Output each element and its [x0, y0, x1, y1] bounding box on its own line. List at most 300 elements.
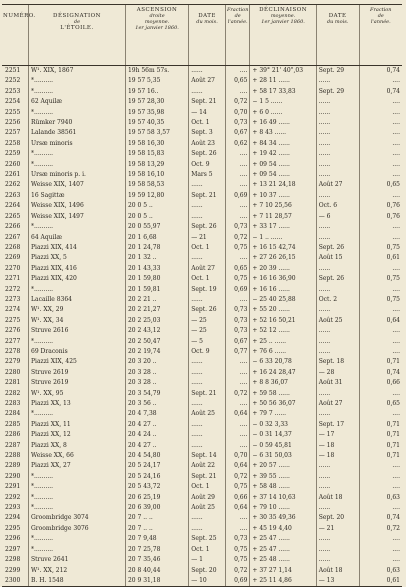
- right-ascension-cell: 20 1 59,81: [125, 285, 188, 295]
- row-number-cell: 2258: [5, 139, 21, 147]
- ra-fraction-cell: 0,72: [225, 233, 249, 243]
- dec-fraction-cell: 0,74: [359, 87, 402, 97]
- declination-cell: + 8 43 ......: [250, 128, 316, 138]
- dec-date-cell: Sept. 29: [316, 87, 359, 97]
- dec-fraction-cell: 0,74: [359, 513, 402, 523]
- declination-cell: + 16 16 36,90: [250, 274, 316, 284]
- star-designation-cell: W¹. XX, 29: [29, 305, 126, 315]
- table-row: [2, 201, 402, 211]
- dec-date-cell: Août 31: [316, 378, 359, 388]
- dec-fraction-cell: 0,76: [359, 201, 402, 211]
- ra-fraction-cell: 0,67: [225, 337, 249, 347]
- declination-cell: − 6 33 20,78: [250, 357, 316, 367]
- row-number-cell: 2280: [5, 368, 21, 376]
- ra-date-cell: — 14: [189, 108, 226, 118]
- ra-date-cell: Août 25: [189, 409, 226, 419]
- star-designation-cell: Struve 2616: [29, 326, 126, 336]
- dec-fraction-cell: ....: [359, 503, 402, 513]
- declination-cell: − 0 32 3,33: [250, 420, 316, 430]
- right-ascension-cell: 20 2 21,27: [125, 305, 188, 315]
- ra-date-cell: Sept. 21: [189, 389, 226, 399]
- header-ascension: ASCENSION droite moyenne. 1er janvier 1860.: [125, 5, 188, 66]
- ra-date-cell: ......: [189, 66, 226, 77]
- table-row: [2, 128, 402, 138]
- ra-fraction-cell: 0,75: [225, 482, 249, 492]
- declination-cell: + 25 .. ......: [250, 337, 316, 347]
- ra-fraction-cell: 0,72: [225, 566, 249, 576]
- row-number-cell: 2259: [5, 150, 21, 158]
- right-ascension-cell: 19 58 58,53: [125, 180, 188, 190]
- row-number-cell: 2260: [5, 160, 21, 168]
- row-number-cell: 2299: [5, 566, 21, 574]
- ra-fraction-cell: ....: [225, 357, 249, 367]
- star-designation-cell: *..........: [29, 534, 126, 544]
- dec-date-cell: Août 18: [316, 566, 359, 576]
- star-designation-cell: Lacaille 8364: [29, 295, 126, 305]
- dec-fraction-cell: ....: [359, 326, 402, 336]
- ra-fraction-cell: 0,75: [225, 555, 249, 565]
- right-ascension-cell: 20 2 25,03: [125, 316, 188, 326]
- dec-fraction-cell: ....: [359, 461, 402, 471]
- row-number-cell: 2276: [5, 327, 21, 335]
- declination-cell: + 25 48 ......: [250, 555, 316, 565]
- ra-fraction-cell: 0,64: [225, 503, 249, 513]
- table-row: [2, 66, 402, 77]
- dec-date-cell: ......: [316, 76, 359, 86]
- right-ascension-cell: 19 57 28,30: [125, 97, 188, 107]
- ra-date-cell: ......: [189, 420, 226, 430]
- dec-date-cell: Août 25: [316, 316, 359, 326]
- right-ascension-cell: 19 58 13,29: [125, 160, 188, 170]
- dec-fraction-cell: 0,75: [359, 274, 402, 284]
- star-designation-cell: B. H. 1548: [29, 576, 126, 587]
- dec-fraction-cell: ....: [359, 534, 402, 544]
- ra-fraction-cell: 0,75: [225, 243, 249, 253]
- header-fraction: Fraction de l'année.: [225, 5, 249, 66]
- star-designation-cell: *..........: [29, 545, 126, 555]
- ra-fraction-cell: 0,64: [225, 461, 249, 471]
- dec-date-cell: ......: [316, 503, 359, 513]
- dec-date-cell: Sept. 17: [316, 420, 359, 430]
- header-numero: NUMÉRO.: [2, 5, 29, 66]
- ra-date-cell: Sept. 19: [189, 285, 226, 295]
- declination-cell: + 59 58 ......: [250, 389, 316, 399]
- table-row: [2, 534, 402, 544]
- row-number-cell: 2287: [5, 441, 21, 449]
- ra-fraction-cell: 0,73: [225, 326, 249, 336]
- header-date2: DATE du mois.: [316, 5, 359, 66]
- header-declinaison: DÉCLINAISON moyenne. 1er janvier 1860.: [250, 5, 316, 66]
- ra-date-cell: Mars 5: [189, 170, 226, 180]
- declination-cell: + 25 47 ......: [250, 534, 316, 544]
- table-row: [2, 212, 402, 222]
- star-designation-cell: W¹. XX, 95: [29, 389, 126, 399]
- table-row: [2, 430, 402, 440]
- ra-date-cell: Oct. 1: [189, 482, 226, 492]
- ra-date-cell: — 1: [189, 555, 226, 565]
- table-row: [2, 493, 402, 503]
- table-row: [2, 472, 402, 482]
- dec-fraction-cell: ....: [359, 337, 402, 347]
- header-date: DATE du mois.: [189, 5, 226, 66]
- declination-cell: − 1 5 ......: [250, 97, 316, 107]
- declination-cell: + 58 48 ......: [250, 482, 316, 492]
- declination-cell: + 52 12 ......: [250, 326, 316, 336]
- declination-cell: + 16 49 ......: [250, 118, 316, 128]
- declination-cell: + 25 47 ......: [250, 545, 316, 555]
- right-ascension-cell: 19 57 58 3,57: [125, 128, 188, 138]
- right-ascension-cell: 20 0 5 ..: [125, 212, 188, 222]
- star-designation-cell: Ursæ minoris p. i.: [29, 170, 126, 180]
- table-body: [2, 66, 402, 587]
- ra-date-cell: Sept. 21: [189, 191, 226, 201]
- row-number-cell: 2272: [5, 285, 21, 293]
- dec-date-cell: ......: [316, 191, 359, 201]
- dec-fraction-cell: 0,76: [359, 212, 402, 222]
- star-designation-cell: *..........: [29, 87, 126, 97]
- ra-date-cell: — 10: [189, 576, 226, 587]
- table-row: [2, 337, 402, 347]
- table-row: [2, 274, 402, 284]
- right-ascension-cell: 20 3 28 ..: [125, 378, 188, 388]
- ra-date-cell: Sept. 14: [189, 451, 226, 461]
- declination-cell: + 25 11 4,86: [250, 576, 316, 587]
- dec-date-cell: ......: [316, 149, 359, 159]
- table-row: [2, 285, 402, 295]
- row-number-cell: 2300: [2, 576, 29, 587]
- declination-cell: + 84 34 ......: [250, 139, 316, 149]
- row-number-cell: 2257: [5, 129, 21, 137]
- right-ascension-cell: 20 3 20 ..: [125, 357, 188, 367]
- star-designation-cell: Rümker 7940: [29, 118, 126, 128]
- star-designation-cell: *..........: [29, 76, 126, 86]
- declination-cell: + 16 16 ......: [250, 285, 316, 295]
- table-row: [2, 180, 402, 190]
- star-designation-cell: *..........: [29, 222, 126, 232]
- right-ascension-cell: 20 2 50,47: [125, 337, 188, 347]
- right-ascension-cell: 20 4 7,38: [125, 409, 188, 419]
- star-designation-cell: Piazzi XIX, 416: [29, 264, 126, 274]
- ra-fraction-cell: 0,72: [225, 97, 249, 107]
- star-designation-cell: *..........: [29, 482, 126, 492]
- ra-date-cell: Oct. 1: [189, 274, 226, 284]
- row-number-cell: 2294: [5, 514, 21, 522]
- ra-fraction-cell: 0,66: [225, 493, 249, 503]
- ra-date-cell: — 21: [189, 233, 226, 243]
- star-designation-cell: Struve 2619: [29, 368, 126, 378]
- right-ascension-cell: 20 2 43,12: [125, 326, 188, 336]
- table-row: [2, 149, 402, 159]
- dec-date-cell: Août 27: [316, 399, 359, 409]
- row-number-cell: 2279: [5, 358, 21, 366]
- row-number-cell: 2266: [5, 223, 21, 231]
- row-number-cell: 2253: [5, 87, 21, 95]
- table-row: [2, 409, 402, 419]
- dec-date-cell: ......: [316, 389, 359, 399]
- dec-date-cell: ......: [316, 97, 359, 107]
- declination-cell: + 20 39 ......: [250, 264, 316, 274]
- star-designation-cell: 69 Draconis: [29, 347, 126, 357]
- table-row: [2, 222, 402, 232]
- table-row: [2, 524, 402, 534]
- dec-fraction-cell: ....: [359, 305, 402, 315]
- dec-date-cell: ......: [316, 461, 359, 471]
- table-row: [2, 87, 402, 97]
- ra-fraction-cell: 0,69: [225, 576, 249, 587]
- declination-cell: + 37 27 1,14: [250, 566, 316, 576]
- star-designation-cell: *..........: [29, 149, 126, 159]
- ra-fraction-cell: ....: [225, 524, 249, 534]
- ra-fraction-cell: ....: [225, 170, 249, 180]
- declination-cell: + 39° 21' 40",03: [250, 66, 316, 77]
- row-number-cell: 2265: [5, 212, 21, 220]
- row-number-cell: 2271: [5, 275, 21, 283]
- declination-cell: + 16 15 42,74: [250, 243, 316, 253]
- table-row: [2, 253, 402, 263]
- dec-fraction-cell: 0,71: [359, 430, 402, 440]
- ra-date-cell: Août 25: [189, 503, 226, 513]
- table-row: [2, 451, 402, 461]
- ra-date-cell: ......: [189, 441, 226, 451]
- declination-cell: − 0 31 14,37: [250, 430, 316, 440]
- dec-fraction-cell: ....: [359, 409, 402, 419]
- right-ascension-cell: 20 4 54,80: [125, 451, 188, 461]
- row-number-cell: 2261: [5, 171, 21, 179]
- table-row: [2, 420, 402, 430]
- dec-date-cell: Oct. 2: [316, 295, 359, 305]
- ra-fraction-cell: 0,67: [225, 128, 249, 138]
- table-row: [2, 139, 402, 149]
- dec-date-cell: — 13: [316, 576, 359, 587]
- declination-cell: + 79 10 ......: [250, 503, 316, 513]
- table-row: [2, 243, 402, 253]
- table-row: [2, 326, 402, 336]
- declination-cell: + 79 7 ......: [250, 409, 316, 419]
- table-row: [2, 441, 402, 451]
- row-number-cell: 2298: [5, 556, 21, 564]
- table-row: [2, 555, 402, 565]
- dec-fraction-cell: ....: [359, 108, 402, 118]
- ra-fraction-cell: 0,69: [225, 191, 249, 201]
- dec-date-cell: ......: [316, 128, 359, 138]
- row-number-cell: 2268: [5, 243, 21, 251]
- dec-fraction-cell: 0,65: [359, 399, 402, 409]
- dec-fraction-cell: ....: [359, 472, 402, 482]
- dec-date-cell: ......: [316, 233, 359, 243]
- table-row: [2, 378, 402, 388]
- table-row: [2, 118, 402, 128]
- dec-date-cell: ......: [316, 482, 359, 492]
- dec-fraction-cell: 0,61: [359, 253, 402, 263]
- right-ascension-cell: 20 0 5 ..: [125, 201, 188, 211]
- ra-date-cell: Août 22: [189, 461, 226, 471]
- table-row: [2, 482, 402, 492]
- star-designation-cell: *..........: [29, 472, 126, 482]
- right-ascension-cell: 19 58 15,83: [125, 149, 188, 159]
- row-number-cell: 2292: [5, 493, 21, 501]
- row-number-cell: 2251: [5, 67, 21, 74]
- star-designation-cell: Weisse XIX, 1407: [29, 180, 126, 190]
- ra-fraction-cell: ....: [225, 378, 249, 388]
- ra-fraction-cell: 0,73: [225, 534, 249, 544]
- row-number-cell: 2278: [5, 347, 21, 355]
- row-number-cell: 2290: [5, 472, 21, 480]
- dec-fraction-cell: ....: [359, 285, 402, 295]
- ra-fraction-cell: 0,73: [225, 118, 249, 128]
- star-designation-cell: W¹. XX, 34: [29, 316, 126, 326]
- right-ascension-cell: 19 57 5,35: [125, 76, 188, 86]
- row-number-cell: 2269: [5, 254, 21, 262]
- table-row: [2, 513, 402, 523]
- dec-fraction-cell: 0,71: [359, 420, 402, 430]
- ra-date-cell: Oct. 1: [189, 118, 226, 128]
- ra-fraction-cell: 0,72: [225, 389, 249, 399]
- table-row: [2, 170, 402, 180]
- ra-fraction-cell: ....: [225, 212, 249, 222]
- table-row: [2, 368, 402, 378]
- right-ascension-cell: 20 7 9,48: [125, 534, 188, 544]
- declination-cell: + 8 8 36,07: [250, 378, 316, 388]
- ra-fraction-cell: ....: [225, 66, 249, 77]
- dec-date-cell: ......: [316, 264, 359, 274]
- star-designation-cell: W¹. XIX, 1867: [29, 66, 126, 77]
- ra-fraction-cell: 0,62: [225, 139, 249, 149]
- star-designation-cell: *..........: [29, 409, 126, 419]
- dec-fraction-cell: 0,71: [359, 441, 402, 451]
- row-number-cell: 2277: [5, 337, 21, 345]
- dec-date-cell: — 17: [316, 430, 359, 440]
- dec-fraction-cell: 0,63: [359, 493, 402, 503]
- dec-date-cell: Sept. 18: [316, 357, 359, 367]
- table-row: [2, 461, 402, 471]
- dec-fraction-cell: 0,65: [359, 180, 402, 190]
- ra-date-cell: ......: [189, 513, 226, 523]
- dec-date-cell: ......: [316, 472, 359, 482]
- right-ascension-cell: 20 6 25,19: [125, 493, 188, 503]
- header-fraction2: Fraction de l'année.: [359, 5, 402, 66]
- ra-date-cell: Sept. 21: [189, 97, 226, 107]
- table-row: [2, 108, 402, 118]
- star-designation-cell: Piazzi XX, 27: [29, 461, 126, 471]
- ra-date-cell: — 25: [189, 316, 226, 326]
- star-designation-cell: *..........: [29, 108, 126, 118]
- dec-fraction-cell: ....: [359, 482, 402, 492]
- ra-fraction-cell: ....: [225, 399, 249, 409]
- row-number-cell: 2293: [5, 504, 21, 512]
- ra-fraction-cell: 0,65: [225, 264, 249, 274]
- ra-date-cell: Sept. 25: [189, 534, 226, 544]
- dec-date-cell: — 18: [316, 451, 359, 461]
- right-ascension-cell: 20 1 32 ..: [125, 253, 188, 263]
- declination-cell: + 58 17 33,83: [250, 87, 316, 97]
- ra-date-cell: ......: [189, 524, 226, 534]
- row-number-cell: 2252: [5, 77, 21, 85]
- right-ascension-cell: 19 58 16,30: [125, 139, 188, 149]
- ra-date-cell: ......: [189, 212, 226, 222]
- row-number-cell: 2255: [5, 108, 21, 116]
- star-designation-cell: Weisse XX, 66: [29, 451, 126, 461]
- table-row: [2, 160, 402, 170]
- right-ascension-cell: 19h 56m 57s.: [125, 66, 188, 77]
- ra-date-cell: ......: [189, 201, 226, 211]
- row-number-cell: 2275: [5, 316, 21, 324]
- star-designation-cell: Piazzi XX, 8: [29, 441, 126, 451]
- row-number-cell: 2284: [5, 410, 21, 418]
- row-number-cell: 2262: [5, 181, 21, 189]
- declination-cell: + 55 20 ......: [250, 305, 316, 315]
- dec-fraction-cell: ....: [359, 545, 402, 555]
- ra-date-cell: Sept. 26: [189, 305, 226, 315]
- declination-cell: + 10 37 ......: [250, 191, 316, 201]
- star-designation-cell: 16 Sagittæ: [29, 191, 126, 201]
- dec-fraction-cell: ....: [359, 191, 402, 201]
- star-designation-cell: Struve 2641: [29, 555, 126, 565]
- row-number-cell: 2283: [5, 400, 21, 407]
- declination-cell: + 30 35 49,36: [250, 513, 316, 523]
- dec-fraction-cell: ....: [359, 160, 402, 170]
- star-designation-cell: Ursæ minoris: [29, 139, 126, 149]
- dec-fraction-cell: ....: [359, 233, 402, 243]
- row-number-cell: 2296: [5, 535, 21, 543]
- ra-fraction-cell: 0,73: [225, 305, 249, 315]
- right-ascension-cell: 19 57 40,35: [125, 118, 188, 128]
- right-ascension-cell: 20 3 56 ..: [125, 399, 188, 409]
- right-ascension-cell: 20 7 25,78: [125, 545, 188, 555]
- right-ascension-cell: 20 5 24,17: [125, 461, 188, 471]
- table-row: [2, 316, 402, 326]
- dec-fraction-cell: 0,64: [359, 316, 402, 326]
- table-row: [2, 295, 402, 305]
- star-designation-cell: *..........: [29, 503, 126, 513]
- right-ascension-cell: 20 1 24,78: [125, 243, 188, 253]
- ra-date-cell: Août 29: [189, 493, 226, 503]
- star-designation-cell: *..........: [29, 337, 126, 347]
- right-ascension-cell: 20 6 39,00: [125, 503, 188, 513]
- dec-fraction-cell: ....: [359, 389, 402, 399]
- star-designation-cell: Piazzi XIX, 425: [29, 357, 126, 367]
- row-number-cell: 2286: [5, 431, 21, 439]
- dec-date-cell: ......: [316, 326, 359, 336]
- dec-date-cell: ......: [316, 139, 359, 149]
- dec-date-cell: ......: [316, 285, 359, 295]
- ra-date-cell: Août 23: [189, 139, 226, 149]
- dec-fraction-cell: ....: [359, 139, 402, 149]
- row-number-cell: 2267: [5, 233, 21, 241]
- table-row: [2, 347, 402, 357]
- ra-date-cell: ......: [189, 357, 226, 367]
- dec-fraction-cell: 0,71: [359, 451, 402, 461]
- dec-fraction-cell: ....: [359, 118, 402, 128]
- ra-fraction-cell: ....: [225, 180, 249, 190]
- declination-cell: + 52 16 50,21: [250, 316, 316, 326]
- dec-date-cell: ......: [316, 222, 359, 232]
- row-number-cell: 2288: [5, 452, 21, 460]
- dec-fraction-cell: ....: [359, 347, 402, 357]
- declination-cell: + 28 11 ......: [250, 76, 316, 86]
- table-row: [2, 389, 402, 399]
- declination-cell: + 33 17 ......: [250, 222, 316, 232]
- right-ascension-cell: 20 2 19,74: [125, 347, 188, 357]
- dec-date-cell: Août 15: [316, 253, 359, 263]
- right-ascension-cell: 20 1 6,68: [125, 233, 188, 243]
- dec-date-cell: Août 27: [316, 180, 359, 190]
- dec-date-cell: Sept. 29: [316, 66, 359, 77]
- dec-date-cell: — 6: [316, 212, 359, 222]
- dec-date-cell: ......: [316, 305, 359, 315]
- table-row: [2, 566, 402, 576]
- ra-fraction-cell: ....: [225, 149, 249, 159]
- ra-fraction-cell: ....: [225, 441, 249, 451]
